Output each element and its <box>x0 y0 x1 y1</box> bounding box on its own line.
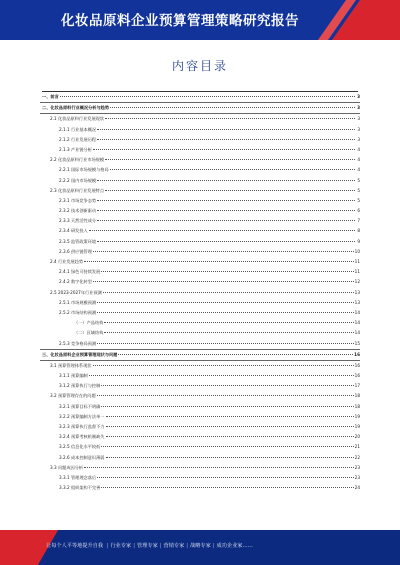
footer-separator: | <box>186 543 189 549</box>
toc-entry[interactable] <box>40 206 360 216</box>
toc-entry-label: 3.3.1 管理理念落后 <box>59 474 97 480</box>
toc-entry[interactable] <box>40 371 360 381</box>
toc-entry[interactable] <box>40 318 360 328</box>
toc-leader-dots <box>104 322 353 323</box>
toc-leader-dots <box>97 477 354 478</box>
toc-entry-label: 2.3 化妆品原料行业发展特点 <box>50 187 105 193</box>
toc-entry[interactable] <box>40 463 360 473</box>
footer-item: 管理专家 <box>137 543 158 549</box>
toc-entry-page: 19 <box>354 413 360 419</box>
toc-entry-page: 21 <box>354 444 360 450</box>
footer-item: 行业专家 <box>110 543 132 549</box>
footer-item: 战略专家 <box>190 543 211 549</box>
toc-leader-dots <box>106 416 354 417</box>
toc-leader-dots <box>93 149 355 150</box>
toc-entry-page: 4 <box>357 146 360 152</box>
toc-entry-label: 二、化妆品原料行业概况分析与趋势 <box>42 105 110 111</box>
toc-leader-dots <box>106 457 354 458</box>
toc-entry[interactable] <box>40 176 360 186</box>
toc-leader-dots <box>101 385 353 386</box>
toc-entry-label: 2.1.1 行业基本概况 <box>59 126 97 132</box>
toc-leader-dots <box>97 220 355 221</box>
toc-entry-label: 3.2.1 预算目标不明确 <box>59 403 101 409</box>
footer-item: 营销专家 <box>163 543 185 549</box>
toc-entry-label: 2.1.3 产业链分析 <box>59 146 92 152</box>
toc-entry-label: 2.4.1 绿色可持续发展 <box>59 269 101 275</box>
toc-entry[interactable] <box>40 328 360 338</box>
toc-entry[interactable] <box>40 288 360 298</box>
toc-entry[interactable] <box>40 165 360 175</box>
toc-leader-dots <box>101 271 353 272</box>
toc-entry[interactable] <box>40 125 360 135</box>
toc-leader-dots <box>105 190 355 191</box>
toc-leader-dots <box>97 200 355 201</box>
toc-leader-dots <box>97 241 355 242</box>
footer-separator: | <box>133 543 135 549</box>
toc-entry-label: 2.3.3 天然活性成分 <box>59 218 97 224</box>
toc-entry-label: 3.3 问题成因分析 <box>50 464 84 470</box>
toc-entry-label: 2.1 化妆品原料行业发展现状 <box>50 116 105 122</box>
toc-leader-dots <box>101 406 353 407</box>
report-title: 化妆品原料企业预算管理策略研究报告 <box>61 13 299 29</box>
toc-leader-dots <box>103 292 354 293</box>
toc-entry-label: 2.2.1 国际市场规模与格局 <box>59 167 109 173</box>
toc-entry-page: 19 <box>354 424 360 429</box>
toc-entry-page: 15 <box>354 340 360 346</box>
toc-entry[interactable] <box>40 226 360 236</box>
toc-entry[interactable] <box>40 298 360 308</box>
toc-entry-page: 16 <box>354 351 360 357</box>
toc-entry-label: 2.2 化妆品原料行业市场规模 <box>50 157 105 163</box>
toc-entry-label: 2.3.4 研发投入 <box>59 228 88 234</box>
toc-entry-page: 22 <box>354 454 360 460</box>
toc-entry[interactable] <box>40 432 360 442</box>
toc-entry[interactable] <box>40 483 360 493</box>
toc-entry[interactable] <box>40 237 360 247</box>
toc-entry[interactable] <box>40 442 360 452</box>
toc-title: 内容目录 <box>171 59 228 73</box>
toc-leader-dots <box>105 118 355 119</box>
toc-entry-page: 14 <box>354 330 360 336</box>
toc-entry-label: 2.5.2 市场结构预测 <box>59 309 97 315</box>
toc-entry-page: 3 <box>357 136 360 142</box>
toc-entry-page: 17 <box>354 383 360 389</box>
toc-entry-label: 3.2.2 预算编制方法单一 <box>59 413 105 419</box>
toc-entry-label: 3.3.2 组织架构不完善 <box>59 485 101 491</box>
toc-entry-label: （二）区域结构 <box>74 330 104 336</box>
toc-entry-label: 2.3.6 供应链管理 <box>59 248 92 254</box>
footer-item: 成功企业家…… <box>216 543 253 549</box>
toc-entry-page: 12 <box>354 279 360 285</box>
toc-entry-page: 11 <box>354 259 360 264</box>
toc-leader-dots <box>97 343 354 344</box>
toc-leader-dots <box>104 332 353 333</box>
toc-entry[interactable] <box>40 277 360 287</box>
toc-entry-page: 3 <box>357 105 360 111</box>
toc-entry-label: 3.2.4 预算考核机制缺失 <box>59 434 105 440</box>
toc-leader-dots <box>97 312 354 313</box>
toc-leader-dots <box>97 139 355 140</box>
toc-entry[interactable] <box>40 135 360 145</box>
toc-entry-page: 13 <box>354 299 360 305</box>
toc-entry[interactable] <box>40 247 360 257</box>
toc-entry-page: 4 <box>357 167 360 173</box>
toc-entry-label: 2.3.1 市场竞争态势 <box>59 197 97 203</box>
toc-entry-page: 18 <box>354 403 360 409</box>
toc-leader-dots <box>97 129 355 130</box>
toc-entry[interactable] <box>40 155 360 165</box>
toc-entry-page: 5 <box>357 187 360 193</box>
toc-leader-dots <box>101 487 353 488</box>
toc-leader-dots <box>84 261 354 262</box>
toc-entry-page: 7 <box>357 218 360 224</box>
toc-entry-page: 18 <box>354 393 360 399</box>
table-of-contents <box>40 92 360 493</box>
toc-leader-dots <box>97 180 355 181</box>
toc-entry-label: 三、化妆品原料企业预算管理现状与问题 <box>42 351 118 357</box>
toc-entry-page: 8 <box>357 228 360 234</box>
toc-entry[interactable] <box>40 361 360 371</box>
toc-entry-page: 3 <box>357 116 360 122</box>
toc-entry-page: 14 <box>354 309 360 315</box>
toc-entry-page: 20 <box>354 434 360 440</box>
toc-leader-dots <box>89 375 354 376</box>
toc-entry-page: 6 <box>357 208 360 214</box>
toc-entry[interactable] <box>40 216 360 226</box>
toc-leader-dots <box>110 107 355 108</box>
toc-leader-dots <box>110 169 355 170</box>
toc-leader-dots <box>60 96 355 97</box>
toc-entry[interactable] <box>40 453 360 463</box>
toc-leader-dots <box>89 230 355 231</box>
toc-entry-label: 3.2.5 信息化水平较低 <box>59 444 101 450</box>
toc-entry-page: 4 <box>357 157 360 163</box>
toc-entry[interactable] <box>40 145 360 155</box>
toc-entry-page: 16 <box>354 362 360 368</box>
toc-entry-page: 23 <box>354 474 360 480</box>
toc-entry-page: 23 <box>354 464 360 470</box>
toc-entry[interactable] <box>40 350 360 361</box>
toc-leader-dots <box>97 210 355 211</box>
toc-entry-page: 3 <box>357 94 360 99</box>
footer-slogan <box>46 542 253 549</box>
footer-separator: | <box>159 543 162 549</box>
toc-entry-page: 9 <box>357 238 360 244</box>
toc-entry-label: 一、前言 <box>42 94 59 99</box>
toc-entry-page: 5 <box>357 177 360 183</box>
toc-entry-label: 2.3.5 监管政策环境 <box>59 238 97 244</box>
toc-entry[interactable] <box>40 473 360 483</box>
toc-entry[interactable] <box>40 402 360 412</box>
toc-entry[interactable] <box>40 92 360 103</box>
toc-leader-dots <box>93 281 354 282</box>
toc-leader-dots <box>106 436 354 437</box>
toc-entry-page: 10 <box>354 248 360 254</box>
toc-entry-page: 11 <box>354 269 360 275</box>
toc-entry-page: 3 <box>357 126 360 132</box>
toc-entry[interactable] <box>40 186 360 196</box>
toc-entry[interactable] <box>40 103 360 114</box>
toc-entry-label: 3.1.1 预算编制 <box>59 373 88 379</box>
toc-leader-dots <box>97 302 354 303</box>
toc-leader-dots <box>106 426 354 427</box>
toc-entry-label: 3.1.2 预算执行与控制 <box>59 383 101 389</box>
toc-entry-label: 2.5.3 竞争格局预测 <box>59 340 97 346</box>
toc-entry[interactable] <box>40 114 360 124</box>
toc-entry-label: 3.2.6 成本控制意识薄弱 <box>59 454 105 460</box>
header-banner <box>0 0 400 40</box>
toc-entry[interactable] <box>40 257 360 267</box>
toc-leader-dots <box>101 446 353 447</box>
toc-entry[interactable] <box>40 422 360 432</box>
toc-leader-dots <box>118 354 353 355</box>
toc-entry-label: 3.2.3 预算执行监督不力 <box>59 424 105 429</box>
toc-entry-page: 14 <box>354 320 360 326</box>
toc-leader-dots <box>84 467 354 468</box>
toc-entry[interactable] <box>40 267 360 277</box>
toc-entry[interactable] <box>40 196 360 206</box>
toc-entry-label: （一）产品结构 <box>74 320 104 326</box>
toc-entry-label: 2.4.2 数字化转型 <box>59 279 92 285</box>
toc-entry[interactable] <box>40 381 360 391</box>
footer-banner <box>0 530 400 565</box>
toc-entry[interactable] <box>40 412 360 422</box>
footer-separator: | <box>106 543 109 549</box>
toc-entry-page: 13 <box>354 289 360 295</box>
toc-entry-page: 24 <box>354 485 360 491</box>
toc-leader-dots <box>97 395 354 396</box>
toc-entry-label: 3.2 预算管理存在的问题 <box>50 393 96 399</box>
toc-entry[interactable] <box>40 308 360 318</box>
toc-leader-dots <box>93 251 354 252</box>
toc-leader-dots <box>105 159 355 160</box>
toc-entry-page: 16 <box>354 373 360 379</box>
toc-entry-label: 2.4 行业发展趋势 <box>50 259 84 264</box>
toc-entry-label: 2.5.1 市场规模预测 <box>59 299 97 305</box>
footer-tagline: 让每个人平等地提升自我 <box>46 543 104 549</box>
toc-entry-label: 2.1.2 行业发展历程 <box>59 136 97 142</box>
toc-entry-label: 2.3.2 技术创新驱动 <box>59 208 97 214</box>
toc-entry[interactable] <box>40 391 360 401</box>
toc-leader-dots <box>93 365 354 366</box>
toc-entry-label: 3.1 预算管理体系现状 <box>50 362 92 368</box>
toc-entry-label: 2.5 2023-2027年行业预测 <box>50 289 102 295</box>
toc-entry[interactable] <box>40 339 360 350</box>
toc-entry-page: 5 <box>357 197 360 203</box>
footer-separator: | <box>212 543 215 549</box>
toc-entry-label: 2.2.2 国内市场规模 <box>59 177 97 183</box>
